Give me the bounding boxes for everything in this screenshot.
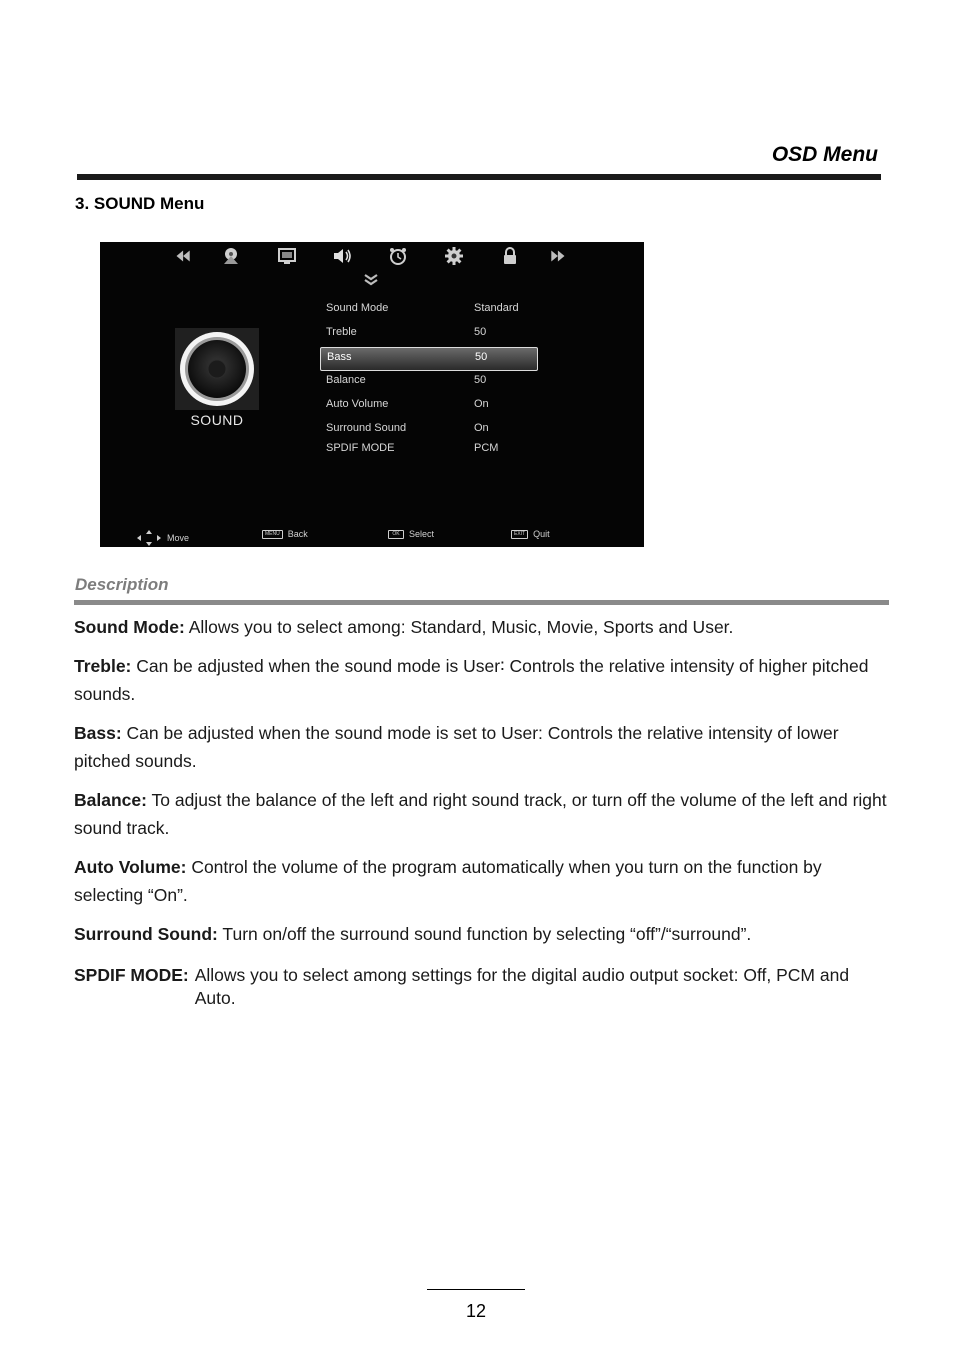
hint-back [262, 529, 308, 539]
description-text: Can be adjusted when the sound mode is set to User: Controls the relative intensity of lower pitched sounds. [74, 723, 839, 771]
menu-item-label: Bass [327, 351, 352, 363]
menu-item-bass[interactable] [320, 347, 538, 371]
sound-speaker-graphic [175, 328, 259, 410]
menu-item-balance[interactable] [320, 371, 536, 393]
description-item-spdif-mode [74, 964, 889, 1010]
section-title: 3. SOUND Menu [75, 194, 205, 213]
menu-key-icon: MENU [262, 530, 283, 539]
hint-quit-label: Quit [533, 529, 550, 539]
hint-quit [511, 529, 550, 539]
description-text: Control the volume of the program automatically when you turn on the function by selecting “On”. [74, 857, 822, 905]
menu-item-value: Standard [474, 302, 519, 314]
page-header-title: OSD Menu [771, 143, 878, 166]
description-key: Surround Sound: [74, 924, 218, 944]
menu-item-value: On [474, 398, 489, 410]
ok-key-icon: OK [388, 530, 404, 539]
description-title: Description [75, 575, 169, 594]
hint-select-label: Select [409, 529, 435, 539]
description-body [74, 613, 889, 1021]
menu-item-surround-sound[interactable] [320, 419, 536, 441]
description-key: Treble: [74, 656, 132, 676]
menu-item-label: Balance [326, 374, 366, 386]
channel-antenna-icon [219, 244, 243, 268]
description-item-treble [74, 652, 889, 708]
description-key: Balance: [74, 790, 147, 810]
description-key: SPDIF MODE: [74, 965, 189, 985]
menu-item-treble[interactable] [320, 323, 536, 345]
menu-item-value: PCM [474, 442, 499, 454]
sound-speaker-icon [330, 244, 354, 268]
move-arrows-icon [136, 529, 162, 547]
hint-select [388, 529, 434, 539]
next-arrows-icon [547, 244, 571, 268]
description-text: To adjust the balance of the left and right sound track, or turn off the volume of the left and right sound track. [74, 790, 887, 838]
chevron-down-icon [363, 273, 379, 287]
menu-item-label: SPDIF MODE [326, 442, 395, 454]
menu-item-label: Treble [326, 326, 357, 338]
description-item-surround-sound [74, 920, 889, 948]
prev-arrows-icon [170, 244, 194, 268]
lock-icon [498, 244, 522, 268]
description-item-bass [74, 719, 889, 775]
osd-screenshot [100, 242, 644, 547]
menu-item-value: 50 [475, 351, 488, 363]
description-text: Turn on/off the surround sound function by selecting “off”/“surround”. [217, 924, 752, 944]
sound-panel-label: SOUND [190, 412, 244, 428]
menu-item-value: 50 [474, 374, 487, 386]
menu-item-label: Auto Volume [326, 398, 389, 410]
hint-move-label: Move [167, 533, 190, 543]
menu-item-spdif-mode[interactable] [320, 439, 536, 461]
footer-rule [427, 1289, 525, 1290]
time-clock-icon [386, 244, 410, 268]
menu-item-value: On [474, 422, 489, 434]
menu-item-label: Sound Mode [326, 302, 389, 314]
description-rule [74, 600, 889, 605]
setup-gear-icon [442, 244, 466, 268]
description-item-sound-mode [74, 613, 889, 641]
description-key: Auto Volume: [74, 857, 187, 877]
description-key: Bass: [74, 723, 122, 743]
description-text: Can be adjusted when the sound mode is User∶ Controls the relative intensity of higher pitched sounds. [74, 656, 869, 704]
osd-top-menu-bar [100, 242, 644, 272]
hint-move [136, 529, 189, 547]
menu-item-auto-volume[interactable] [320, 395, 536, 417]
exit-key-icon: EXIT [511, 530, 528, 539]
description-item-balance [74, 786, 889, 842]
menu-item-label: Surround Sound [326, 422, 407, 434]
hint-back-label: Back [287, 529, 308, 539]
menu-item-sound-mode[interactable] [320, 299, 536, 321]
picture-icon [275, 244, 299, 268]
description-key: Sound Mode: [74, 617, 185, 637]
description-item-auto-volume [74, 853, 889, 909]
menu-item-value: 50 [474, 326, 487, 338]
description-text: Allows you to select among settings for the digital audio output socket: Off, PCM and Auto. [194, 965, 850, 1008]
page-number: 12 [465, 1301, 487, 1321]
header-rule [77, 174, 881, 180]
description-text: Allows you to select among: Standard, Music, Movie, Sports and User. [184, 617, 734, 637]
